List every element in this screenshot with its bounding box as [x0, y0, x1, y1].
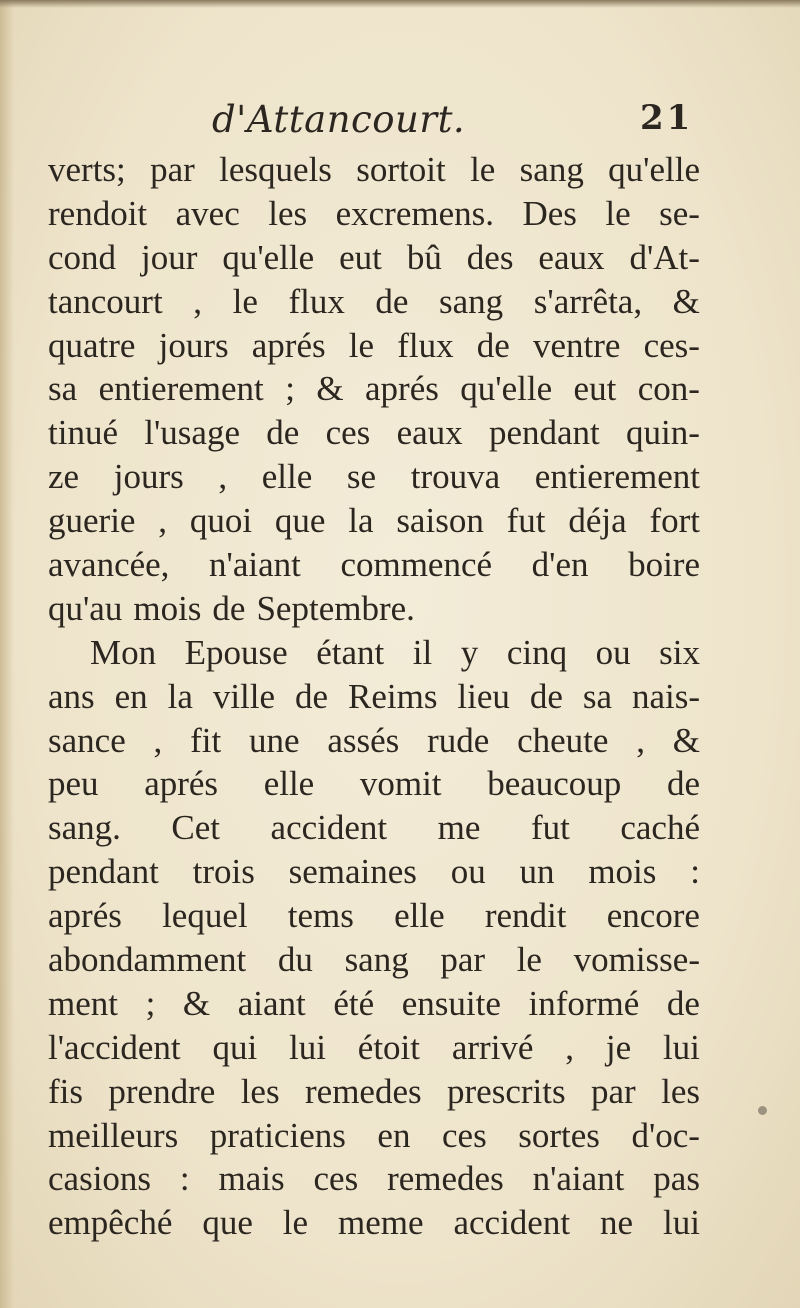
word: ou [595, 632, 631, 672]
word: encore [606, 896, 700, 936]
word: de [666, 983, 700, 1023]
word: d'en [531, 545, 589, 585]
word: fort [649, 501, 700, 541]
page-header [0, 96, 800, 146]
word: , [193, 281, 203, 321]
word: assés [327, 720, 400, 760]
word: un [519, 852, 555, 892]
word: cheute [517, 720, 609, 760]
text-line [48, 192, 700, 236]
word: l'accident [48, 1027, 181, 1067]
word: beaucoup [487, 764, 622, 804]
word: lui [662, 1027, 700, 1067]
word: : [179, 1159, 190, 1199]
word: pendant [488, 413, 600, 453]
word: le [232, 281, 258, 321]
word: sang [519, 150, 584, 189]
word: aprés [48, 896, 122, 936]
word: empêché [48, 1203, 173, 1243]
word: vomit [359, 764, 442, 804]
word: fut [506, 501, 546, 541]
word: eaux [396, 413, 463, 453]
word: le [605, 193, 631, 233]
word: de [212, 588, 246, 628]
text-line [48, 938, 700, 982]
word: ; [285, 369, 295, 409]
word: , [636, 720, 645, 760]
word: praticiens [209, 1115, 346, 1155]
word: d'oc- [631, 1115, 700, 1155]
word: que [274, 501, 326, 541]
word: trouva [410, 457, 501, 497]
word: lui [289, 1027, 326, 1067]
word: l'usage [144, 413, 240, 453]
word: sortes [518, 1115, 600, 1155]
word: été [333, 983, 375, 1023]
word: excremens. [335, 193, 494, 233]
text-line [48, 367, 700, 411]
word: ville [212, 676, 276, 716]
word: sortoit [356, 150, 446, 189]
word: de [666, 764, 700, 804]
word: ventre [532, 325, 621, 365]
word: qu'au [48, 588, 123, 628]
word: mais [218, 1159, 285, 1199]
word: flux [397, 325, 454, 365]
text-line [48, 762, 700, 806]
word: n'aiant [532, 1159, 625, 1199]
word: le [470, 150, 496, 189]
text-line [48, 236, 700, 280]
word: ces [313, 1159, 359, 1199]
word: ou [450, 852, 486, 892]
word: , [153, 720, 163, 760]
word: aprés [251, 325, 326, 365]
text-line [48, 499, 700, 543]
word: je [605, 1027, 632, 1067]
word: lesquels [219, 150, 332, 189]
word: & [672, 720, 700, 760]
word: tems [287, 896, 354, 936]
word: six [659, 632, 700, 672]
word: ; [145, 983, 156, 1023]
word: lieu [457, 676, 510, 716]
word: de [266, 413, 300, 453]
word: rude [427, 720, 490, 760]
word: la [348, 501, 374, 541]
word: cinq [506, 632, 568, 672]
word: jours [113, 457, 184, 497]
word: quatre [48, 325, 136, 365]
word: étoit [357, 1027, 421, 1067]
text-line [48, 455, 700, 499]
word: accident [270, 808, 388, 848]
word: remedes [305, 1071, 422, 1111]
word: des [466, 237, 514, 277]
text-line [48, 1070, 700, 1114]
word: ces- [643, 325, 700, 365]
word: la [167, 676, 193, 716]
word: par [591, 1071, 636, 1111]
word: se- [659, 193, 700, 233]
word: de [529, 676, 563, 716]
word: qu'elle [460, 369, 553, 409]
word: eaux [538, 237, 605, 277]
word: jour [141, 237, 198, 277]
word: les [240, 1071, 280, 1111]
text-line [48, 1114, 700, 1158]
word: flux [288, 281, 345, 321]
word: tancourt [48, 281, 163, 321]
word: entierement [534, 457, 700, 497]
word: fut [530, 808, 570, 848]
word: les [268, 193, 308, 233]
word: le [348, 325, 375, 365]
word: sance [48, 720, 126, 760]
word: abondamment [48, 940, 247, 980]
word: cond [48, 237, 117, 277]
word: Reims [348, 676, 438, 716]
word: sa [582, 676, 612, 716]
word: Cet [171, 808, 221, 848]
word: Mon [90, 632, 157, 672]
word: aprés [365, 369, 439, 409]
word: fis [48, 1071, 83, 1111]
text-line [48, 280, 700, 324]
word: caché [620, 808, 700, 848]
word: prendre [108, 1071, 216, 1111]
word: , [218, 457, 228, 497]
word: il [412, 632, 433, 672]
word: en [377, 1115, 411, 1155]
word: ces [325, 413, 371, 453]
word: avancée, [48, 545, 170, 585]
word: le [282, 1203, 309, 1243]
text-line [48, 631, 700, 675]
word: eut [339, 237, 382, 277]
word: bû [406, 237, 442, 277]
text-line [48, 1157, 700, 1201]
text-line [48, 148, 700, 192]
word: une [248, 720, 300, 760]
word: le [516, 940, 542, 980]
word: , [565, 1027, 575, 1067]
paper-speck [758, 1106, 767, 1115]
page-edge-shadow [0, 0, 800, 8]
text-line [48, 982, 700, 1026]
word: rendit [484, 896, 567, 936]
text-line [48, 1026, 700, 1070]
word: informé [528, 983, 640, 1023]
text-line [48, 587, 700, 631]
word: en [114, 676, 148, 716]
word: les [661, 1071, 700, 1111]
word: du [277, 940, 313, 980]
word: arrivé [451, 1027, 534, 1067]
word: lui [662, 1203, 700, 1243]
word: vomisse- [573, 940, 700, 980]
word: ment [48, 983, 118, 1023]
word: elle [261, 457, 313, 497]
word: commencé [340, 545, 493, 585]
body-text [48, 148, 700, 1245]
word: Septembre. [256, 588, 415, 628]
word: ces [442, 1115, 487, 1155]
word: meilleurs [48, 1115, 179, 1155]
word: remedes [387, 1159, 504, 1199]
word: mois [588, 852, 657, 892]
word: de [295, 676, 329, 716]
word: d'At- [629, 237, 700, 277]
word: qui [212, 1027, 258, 1067]
word: aprés [144, 764, 219, 804]
word: sang. [48, 808, 121, 848]
word: pas [653, 1159, 700, 1199]
text-line [48, 719, 700, 763]
word: ensuite [401, 983, 501, 1023]
word: pendant [48, 852, 159, 892]
word: rendoit [48, 193, 148, 233]
word: sang [439, 281, 504, 321]
word: semaines [288, 852, 417, 892]
text-line [48, 850, 700, 894]
word: elle [394, 896, 445, 936]
word: peu [48, 764, 99, 804]
word: de [476, 325, 510, 365]
word: qu'elle [608, 150, 700, 189]
word: de [375, 281, 409, 321]
text-line [48, 1201, 700, 1245]
word: casions [48, 1159, 152, 1199]
word: prescrits [447, 1071, 566, 1111]
text-line [48, 806, 700, 850]
word: eut [573, 369, 617, 409]
word: boire [628, 545, 700, 585]
word: mois [133, 588, 202, 628]
word: entierement [98, 369, 264, 409]
text-line [48, 411, 700, 455]
word: & [316, 369, 344, 409]
word: aiant [237, 983, 306, 1023]
word: tinué [48, 413, 118, 453]
word: ans [48, 676, 95, 716]
word: par [150, 150, 195, 189]
text-line [48, 324, 700, 368]
word: s'arrêta, [533, 281, 643, 321]
text-line [48, 543, 700, 587]
word: déja [568, 501, 627, 541]
word: , [158, 501, 168, 541]
word: quin- [626, 413, 700, 453]
word: avec [175, 193, 240, 233]
word: nais- [631, 676, 700, 716]
word: accident [453, 1203, 571, 1243]
word: : [690, 852, 700, 892]
word: ze [48, 457, 80, 497]
word: n'aiant [209, 545, 301, 585]
word: jours [158, 325, 229, 365]
word: Epouse [184, 632, 288, 672]
text-line [48, 894, 700, 938]
word: trois [192, 852, 255, 892]
word: elle [263, 764, 315, 804]
word: sa [48, 369, 78, 409]
word: & [672, 281, 700, 321]
word: étant [316, 632, 385, 672]
word: fit [190, 720, 222, 760]
word: sang [344, 940, 409, 980]
word: quoi [189, 501, 253, 541]
word: qu'elle [222, 237, 315, 277]
word: saison [396, 501, 484, 541]
running-title: d'Attancourt. [212, 98, 466, 141]
page-number: 21 [640, 98, 694, 138]
word: lequel [162, 896, 248, 936]
word: Des [522, 193, 577, 233]
word: con- [637, 369, 700, 409]
word: se [346, 457, 377, 497]
word: verts; [48, 150, 126, 189]
word: ne [600, 1203, 634, 1243]
word: que [202, 1203, 253, 1243]
word: y [460, 632, 479, 672]
word: meme [338, 1203, 424, 1243]
word: guerie [48, 501, 136, 541]
word: me [437, 808, 481, 848]
text-line [48, 675, 700, 719]
word: & [182, 983, 211, 1023]
word: par [440, 940, 486, 980]
